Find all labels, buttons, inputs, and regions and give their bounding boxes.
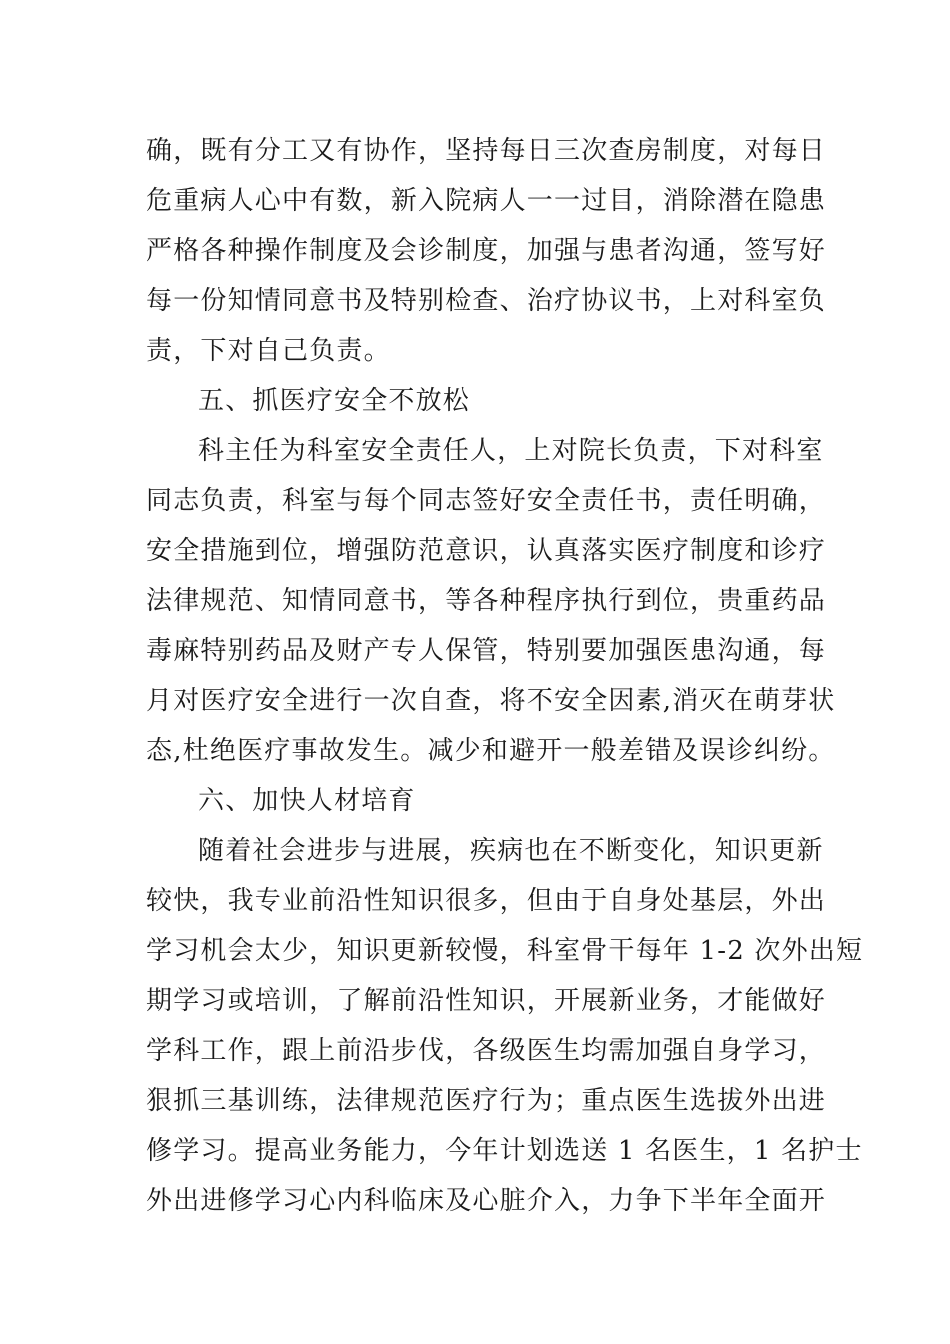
text-line: 危重病人心中有数，新入院病人一一过目，消除潜在隐患 xyxy=(146,186,827,216)
text-line: 责，下对自己负责。 xyxy=(146,336,391,366)
text-line: 每一份知情同意书及特别检查、治疗协议书，上对科室负 xyxy=(146,286,827,316)
text-line: 严格各种操作制度及会诊制度，加强与患者沟通，签写好 xyxy=(146,236,827,266)
text-line: 五、抓医疗安全不放松 xyxy=(198,386,471,416)
text-line: 同志负责，科室与每个同志签好安全责任书，责任明确， xyxy=(146,486,827,516)
text-line: 较快，我专业前沿性知识很多，但由于自身处基层，外出 xyxy=(146,886,827,916)
text-line: 确，既有分工又有协作，坚持每日三次查房制度，对每日 xyxy=(146,136,827,166)
text-line: 法律规范、知情同意书，等各种程序执行到位，贵重药品 xyxy=(146,586,827,616)
text-line: 学科工作，跟上前沿步伐，各级医生均需加强自身学习， xyxy=(146,1036,827,1066)
text-line: 月对医疗安全进行一次自查，将不安全因素,消灭在萌芽状 xyxy=(146,686,836,716)
text-line: 态,杜绝医疗事故发生。减少和避开一般差错及误诊纠纷。 xyxy=(146,736,836,766)
text-line: 随着社会进步与进展，疾病也在不断变化，知识更新 xyxy=(198,836,824,866)
document-body xyxy=(146,126,864,1226)
text-line: 狠抓三基训练，法律规范医疗行为；重点医生选拔外出进 xyxy=(146,1086,827,1116)
text-line: 毒麻特别药品及财产专人保管，特别要加强医患沟通，每 xyxy=(146,636,827,666)
text-line: 修学习。提高业务能力，今年计划选送 1 名医生，1 名护士 xyxy=(146,1136,863,1166)
text-line: 期学习或培训，了解前沿性知识，开展新业务，才能做好 xyxy=(146,986,827,1016)
text-line: 学习机会太少，知识更新较慢，科室骨干每年 1-2 次外出短 xyxy=(146,936,864,966)
text-line: 科主任为科室安全责任人，上对院长负责，下对科室 xyxy=(198,436,824,466)
text-line: 六、加快人材培育 xyxy=(198,786,416,816)
text-line: 外出进修学习心内科临床及心脏介入，力争下半年全面开 xyxy=(146,1186,827,1216)
text-line: 安全措施到位，增强防范意识，认真落实医疗制度和诊疗 xyxy=(146,536,827,566)
